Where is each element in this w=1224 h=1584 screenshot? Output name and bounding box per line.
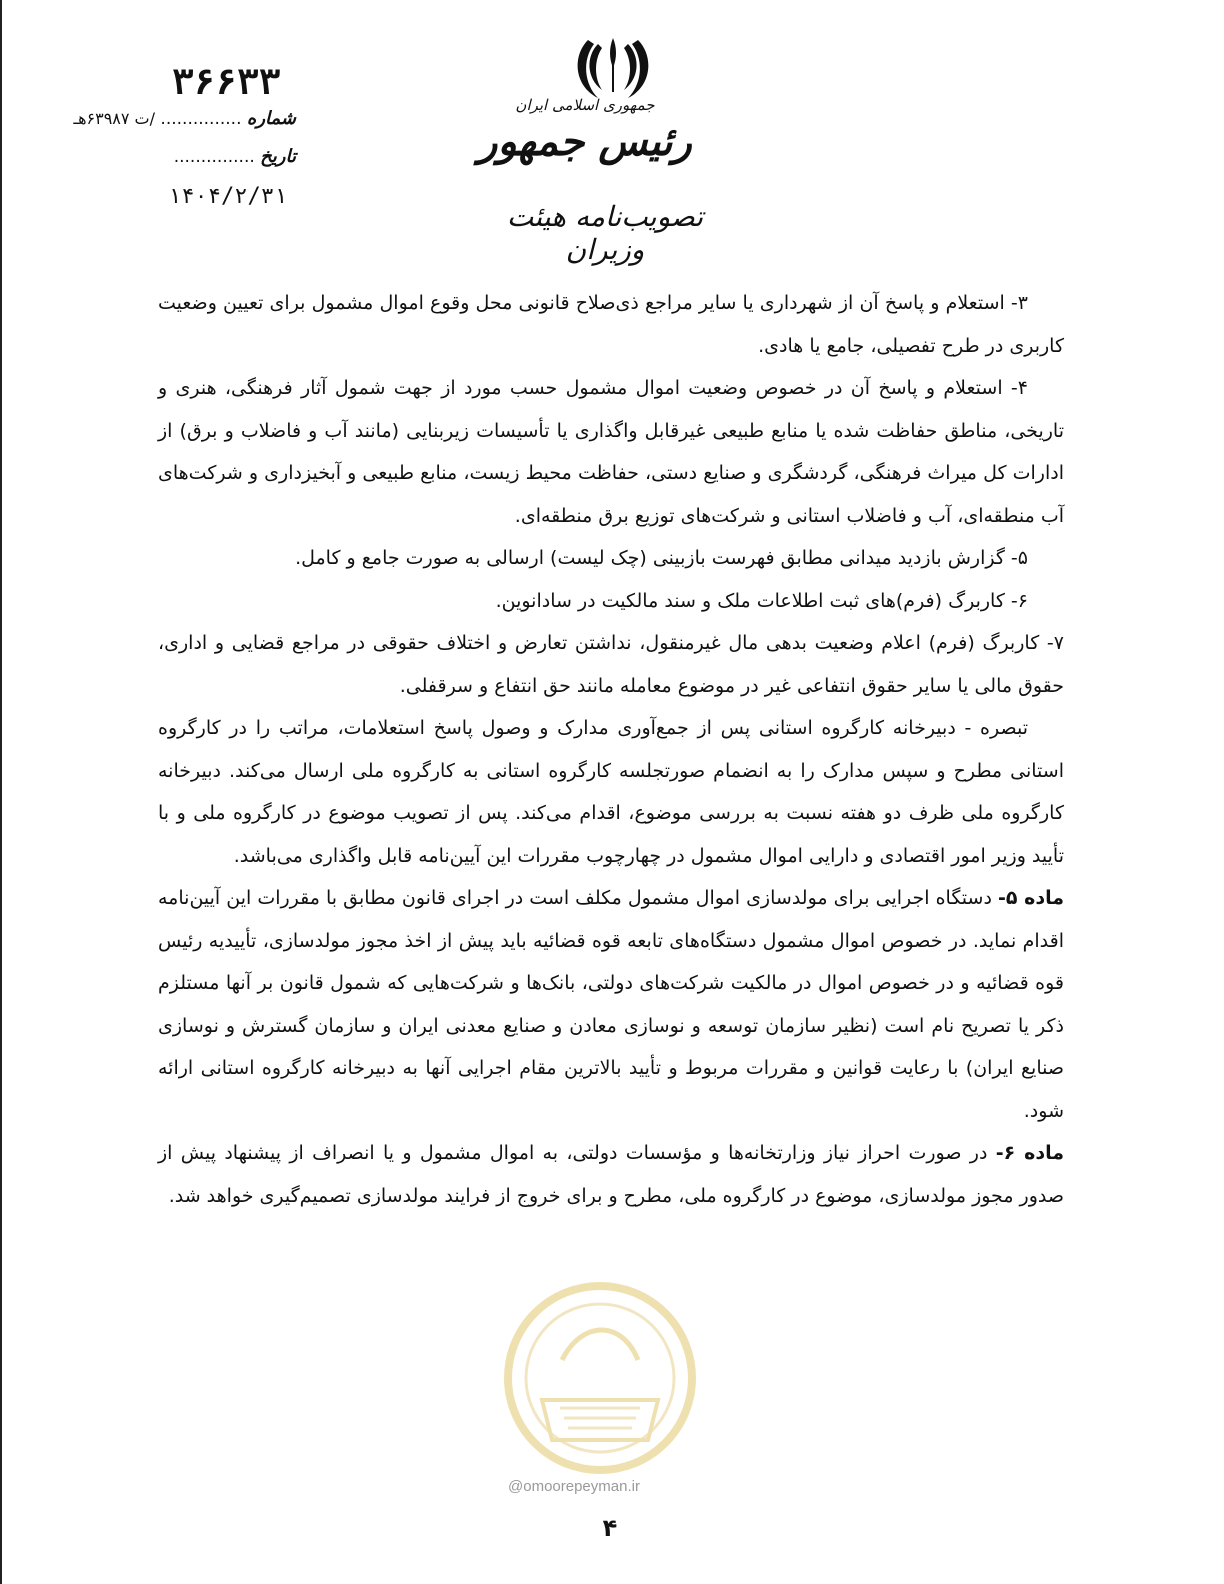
clause-3: ۳- استعلام و پاسخ آن از شهرداری یا سایر مراجع ذی‌صلاح قانونی محل وقوع اموال مشمول برای تعیین وضعیت کاربری در طرح تفصیلی، جامع یا هادی. xyxy=(158,292,1064,357)
article-5-text: دستگاه اجرایی برای مولدسازی اموال مشمول مکلف است در اجرای قانون مطابق با مقررات این آیین‌نامه اقدام نماید. در خصوص اموال مشمول دستگاه‌های تابعه قوه قضائیه باید پیش از اخذ مجوز مولدسازی، تأییدیه رئیس قوه قضائیه و در خصوص اموال در مالکیت شرکت‌های دولتی، بانک‌ها و شرکت‌هایی که شمول قانون بر آنها مستلزم ذکر یا تصریح نام است (نظیر سازمان توسعه و نوسازی معادن و صنایع معدنی ایران و سازمان گسترش و نوسازی صنایع ایران) با رعایت قوانین و مقررات مربوط و تأیید بالاترین مقام اجرایی آنها به دبیرخانه کارگروه استانی ارائه شود. xyxy=(158,887,1064,1122)
letter-date-row xyxy=(116,146,296,167)
letter-date: ۱۴۰۴/۲/۳۱ xyxy=(168,184,288,209)
date-dots: ............... xyxy=(173,147,255,167)
stamp-number: ۳۶۶۳۳ xyxy=(172,62,281,103)
letter-number: /ت ۶۳۹۸۷هـ xyxy=(73,109,156,128)
article-5-title: ماده ۵- xyxy=(998,887,1064,909)
country-name: جمهوری اسلامی ایران xyxy=(515,96,655,114)
iran-emblem-icon xyxy=(568,34,658,104)
watermark-seal-icon xyxy=(502,1280,698,1476)
document-body xyxy=(158,282,1064,1217)
date-label: تاریخ xyxy=(260,146,296,167)
clause-4: ۴- استعلام و پاسخ آن در خصوص وضعیت اموال مشمول حسب مورد از جهت شمول آثار فرهنگی، هنری و تاریخی، مناطق حفاظت شده یا منابع طبیعی غیرقابل واگذاری یا تأسیسات زیربنایی (مانند آب و فاضلاب و برق) از ادارات کل میراث فرهنگی، گردشگری و صنایع دستی، حفاظت محیط زیست، منابع طبیعی و آبخیزداری و شرکت‌های آب منطقه‌ای، آب و فاضلاب استانی و شرکت‌های توزیع برق منطقه‌ای. xyxy=(158,377,1064,527)
note-paragraph: تبصره - دبیرخانه کارگروه استانی پس از جمع‌آوری مدارک و وصول پاسخ استعلامات، مراتب را در کارگروه استانی مطرح و سپس مدارک را به انضمام صورتجلسه کارگروه استانی به کارگروه ملی ارسال می‌کند. دبیرخانه کارگروه ملی ظرف دو هفته نسبت به بررسی موضوع، اقدام می‌کند. پس از تصویب موضوع در کارگروه ملی و با تأیید وزیر امور اقتصادی و دارایی اموال مشمول در چهارچوب مقررات این آیین‌نامه قابل واگذاری می‌باشد. xyxy=(158,717,1064,867)
scan-edge xyxy=(0,0,2,1584)
document-type: تصویب‌نامه هیئت وزیران xyxy=(506,200,704,266)
clause-6: ۶- کاربرگ (فرم)های ثبت اطلاعات ملک و سند مالکیت در سادانوین. xyxy=(495,589,1028,612)
number-dots: ............... xyxy=(160,109,242,129)
article-6-text: در صورت احراز نیاز وزارتخانه‌ها و مؤسسات دولتی، به اموال مشمول و یا انصراف از پیشنهاد پیش از صدور مجوز مولدسازی، موضوع در کارگروه ملی، مطرح و برای خروج از فرایند مولدسازی تصمیم‌گیری خواهد شد. xyxy=(158,1142,1064,1207)
watermark-url: @omoorepeyman.ir xyxy=(508,1478,640,1495)
page-number: ۴ xyxy=(602,1514,618,1542)
letter-number-row xyxy=(30,108,296,129)
article-6-title: ماده ۶- xyxy=(995,1142,1065,1164)
office-title: رئیس جمهور xyxy=(478,118,692,165)
clause-5: ۵- گزارش بازدید میدانی مطابق فهرست بازبینی (چک لیست) ارسالی به صورت جامع و کامل. xyxy=(295,547,1028,569)
clause-7: ۷- کاربرگ (فرم) اعلام وضعیت بدهی مال غیرمنقول، نداشتن تعارض و اختلاف حقوقی در مراجع قضایی و اداری، حقوق مالی یا سایر حقوق انتفاعی غیر در موضوع معامله مانند حق انتفاع و سرقفلی. xyxy=(158,632,1064,697)
article-6 xyxy=(158,1132,1064,1217)
article-5 xyxy=(158,877,1064,1132)
number-label: شماره xyxy=(246,108,296,129)
